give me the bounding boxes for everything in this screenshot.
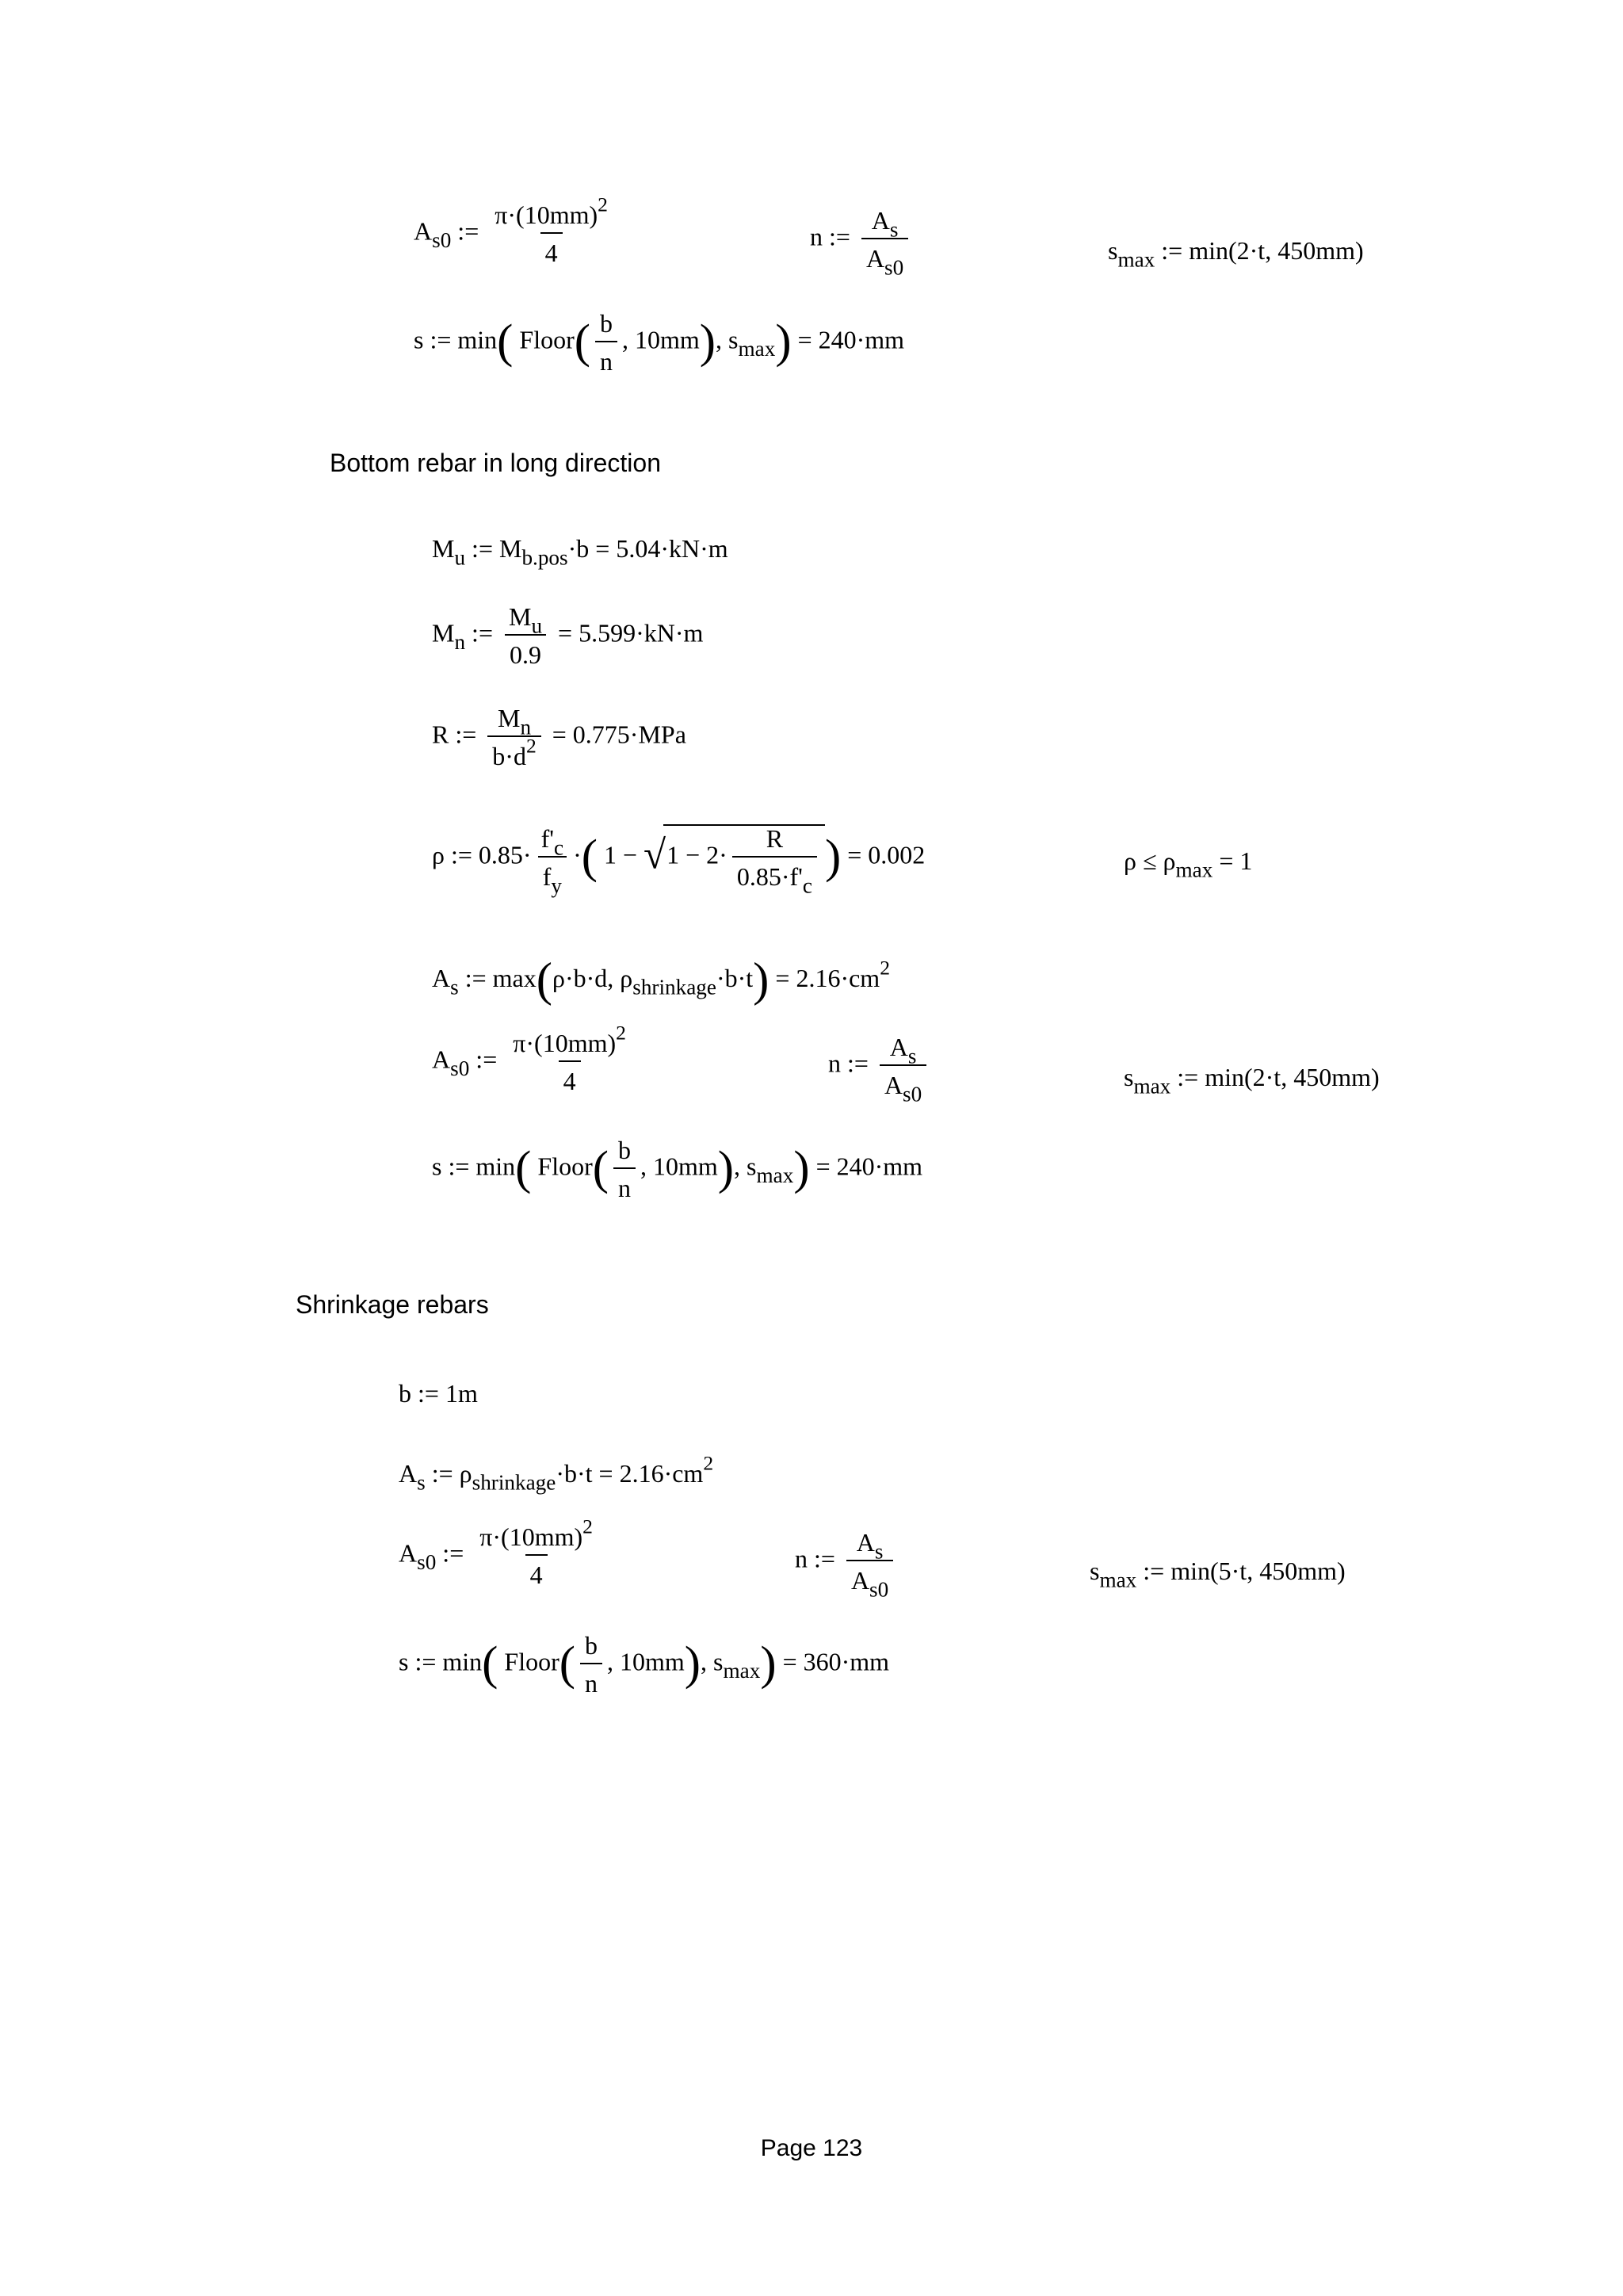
eq-b-shrinkage: b := 1m <box>399 1379 478 1408</box>
eq-s-top: s := min( Floor( $\frac{b}{n}$ , 10mm), $s_{max}) = 240\cdot mm$ <box>414 309 905 376</box>
eq-smax-long: $s_{max}$ := min(2·t, 450mm) <box>1124 1063 1380 1098</box>
eq-s-shrinkage: s := min( Floor( $\frac{b}{n}$ , 10mm), $s_{max}) = 360\cdot mm$ <box>399 1631 890 1698</box>
eq-rho-check: $\rho \le \rho_{max} = 1$ <box>1124 846 1253 882</box>
eq-as0-long: $A_{s0}$ := $\frac{\pi\cdot(10mm)^2}{4}$ <box>432 1021 626 1095</box>
eq-mu: $M_u$ := $M_{b.pos}\cdot b = 5.04\cdot kN\cdot m$ <box>432 534 728 570</box>
eq-smax-top: $s_{max}$ := min(2·t, 450mm) <box>1108 236 1364 272</box>
eq-as-long: $A_s$ := max(ρ·b·d, $\rho_{shrinkage}\cdot b\cdot t) = 2.16\cdot cm^2$ <box>432 953 890 1007</box>
heading-shrinkage-rebars: Shrinkage rebars <box>296 1290 489 1319</box>
eq-mn: $M_n$ := $\frac{M_u}{0.9}$ = 5.599·kN·m <box>432 602 704 669</box>
eq-as0-shrinkage: $A_{s0}$ := $\frac{\pi\cdot(10mm)^2}{4}$ <box>399 1515 593 1589</box>
eq-as-shrinkage: $A_s$ := $\rho_{shrinkage}\cdot b\cdot t = 2.16\cdot cm^2$ <box>399 1451 714 1495</box>
eq-smax-shrinkage: $s_{max}$ := min(5·t, 450mm) <box>1090 1557 1346 1592</box>
eq-r: R := $\frac{M_n}{b\cdot d^2}$ = 0.775·MPa <box>432 704 686 770</box>
heading-bottom-rebar-long: Bottom rebar in long direction <box>330 449 661 477</box>
eq-n-shrinkage: n := $\frac{A_s}{A_{s0}}$ <box>795 1530 898 1593</box>
eq-rho: ρ := 0.85· $\frac{f'_c}{f_y}$ ·( 1 − √1 − 2· $\frac{R}{0.85\cdot f'_c}$ ) = 0.002 <box>432 824 926 898</box>
eq-n-top: n := $\frac{A_s}{A_{s0}}$ <box>810 208 913 271</box>
eq-n-long: n := $\frac{A_s}{A_{s0}}$ <box>828 1034 931 1098</box>
eq-as0-top: $A_{s0}$ := $\frac{\pi\cdot(10mm)^2}{4}$ <box>414 193 608 267</box>
page-number: Page 123 <box>760 2135 863 2161</box>
eq-s-long: s := min( Floor( $\frac{b}{n}$ , 10mm), $s_{max}) = 240\cdot mm$ <box>432 1136 923 1202</box>
